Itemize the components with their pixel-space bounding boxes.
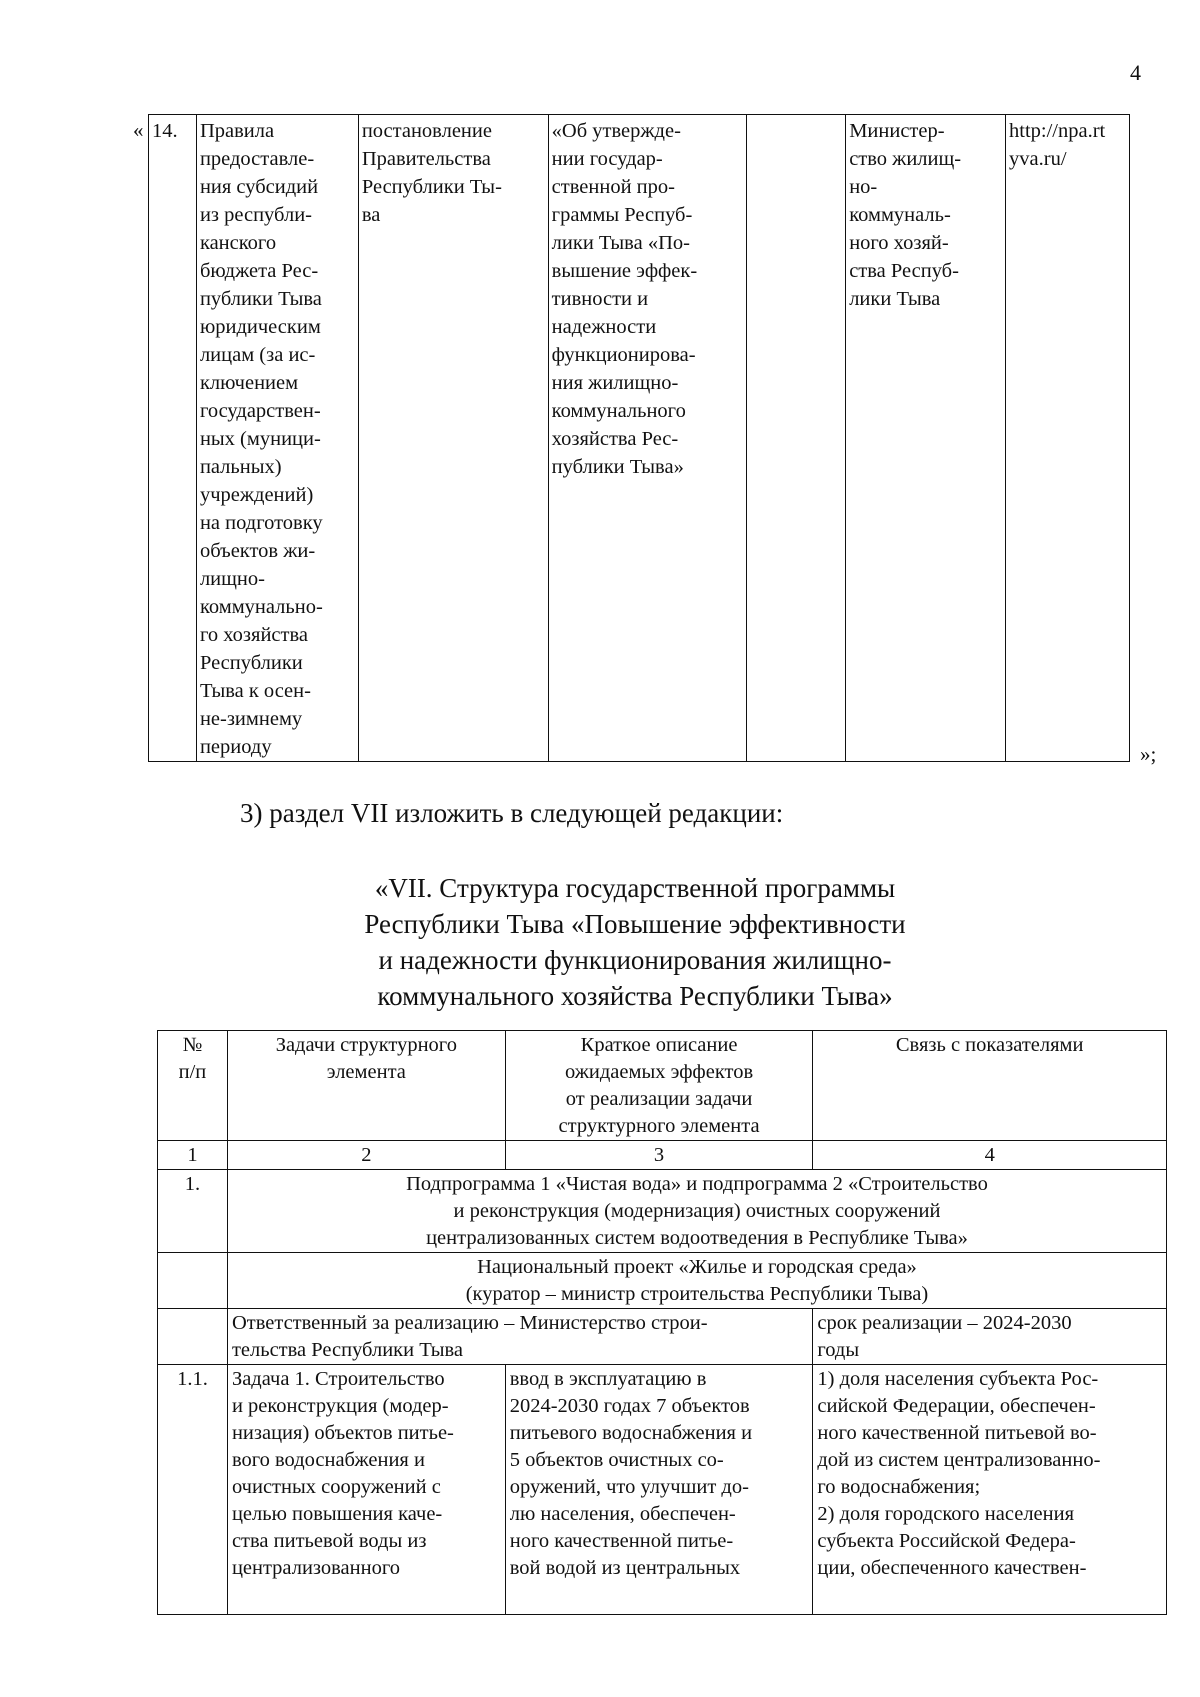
document-title: «Об утвержде- нии государ- ственной про- граммы Респуб- лики Тыва «По- вышение эффек- тивности и надежности функционирова- ния жилищно- коммунального хозяйства Рес- публики Тыва» — [548, 115, 746, 762]
responsible-party: Ответственный за реализацию – Министерство строи- тельства Республики Тыва — [227, 1309, 812, 1365]
document-type: постановление Правительства Республики Ты- ва — [358, 115, 548, 762]
row-number: 14. — [149, 115, 197, 762]
program-structure-table — [157, 1030, 1167, 1615]
document-list-table — [148, 114, 1130, 762]
table-row — [158, 1253, 1167, 1309]
subprogram-title: Подпрограмма 1 «Чистая вода» и подпрограмма 2 «Строительство и реконструкция (модернизация) очистных сооружений централизованных систем водоотведения в Республике Тыва» — [227, 1170, 1166, 1253]
column-number-row — [158, 1141, 1167, 1170]
header-tasks: Задачи структурного элемента — [227, 1031, 505, 1141]
table-row — [149, 115, 1130, 762]
section-title: «VII. Структура государственной программы Республики Тыва «Повышение эффективности и надежности функционирования жилищно- коммунального хозяйства Республики Тыва» — [364, 873, 906, 1011]
col-number: 2 — [227, 1141, 505, 1170]
header-number: № п/п — [158, 1031, 228, 1141]
header-effects: Краткое описание ожидаемых эффектов от реализации задачи структурного элемента — [505, 1031, 813, 1141]
row-number: 1. — [158, 1170, 228, 1253]
expected-effect: ввод в эксплуатацию в 2024-2030 годах 7 объектов питьевого водоснабжения и 5 объектов очистных со- оружений, что улучшит до- лю населения, обеспечен- ного качественной питье- вой водой из центральных — [505, 1365, 813, 1615]
responsible-ministry: Министер- ство жилищ- но- коммуналь- ного хозяй- ства Респуб- лики Тыва — [846, 115, 1006, 762]
table-row — [158, 1170, 1167, 1253]
document-name: Правила предоставле- ния субсидий из республи- канского бюджета Рес- публики Тыва юридическим лицам (за ис- ключением государствен- ных (муници- пальных) учреждений) на подготовку объектов жи- лищно- коммунально- го хозяйства Республики Тыва к осен- не-зимнему периоду — [196, 115, 358, 762]
page-number: 4 — [1130, 60, 1141, 85]
row-number: 1.1. — [158, 1365, 228, 1615]
empty-cell — [158, 1253, 228, 1309]
quote-close-mark: »; — [1140, 742, 1157, 766]
empty-cell — [158, 1309, 228, 1365]
col-number: 1 — [158, 1141, 228, 1170]
col-number: 3 — [505, 1141, 813, 1170]
table-row — [158, 1309, 1167, 1365]
header-row — [158, 1031, 1167, 1141]
amendment-instruction: 3) раздел VII изложить в следующей редакции: — [240, 798, 784, 828]
table-row — [158, 1365, 1167, 1615]
task-description: Задача 1. Строительство и реконструкция (модер- низация) объектов питье- вого водоснабжения и очистных сооружений с целью повышения каче- ства питьевой воды из централизованного — [227, 1365, 505, 1615]
national-project-title: Национальный проект «Жилье и городская среда» (куратор – министр строительства Республики Тыва) — [227, 1253, 1166, 1309]
col-number: 4 — [813, 1141, 1167, 1170]
publication-link: http://npa.rt yva.ru/ — [1006, 115, 1130, 762]
indicator-link: 1) доля населения субъекта Рос- сийской Федерации, обеспечен- ного качественной питьевой во- дой из систем централизованно- го водоснабжения; 2) доля городского населения субъекта Российской Федера- ции, обеспеченного качествен- — [813, 1365, 1167, 1615]
header-indicators: Связь с показателями — [813, 1031, 1167, 1141]
implementation-term: срок реализации – 2024-2030 годы — [813, 1309, 1167, 1365]
quote-open-mark: « — [133, 118, 144, 142]
empty-cell — [746, 115, 846, 762]
